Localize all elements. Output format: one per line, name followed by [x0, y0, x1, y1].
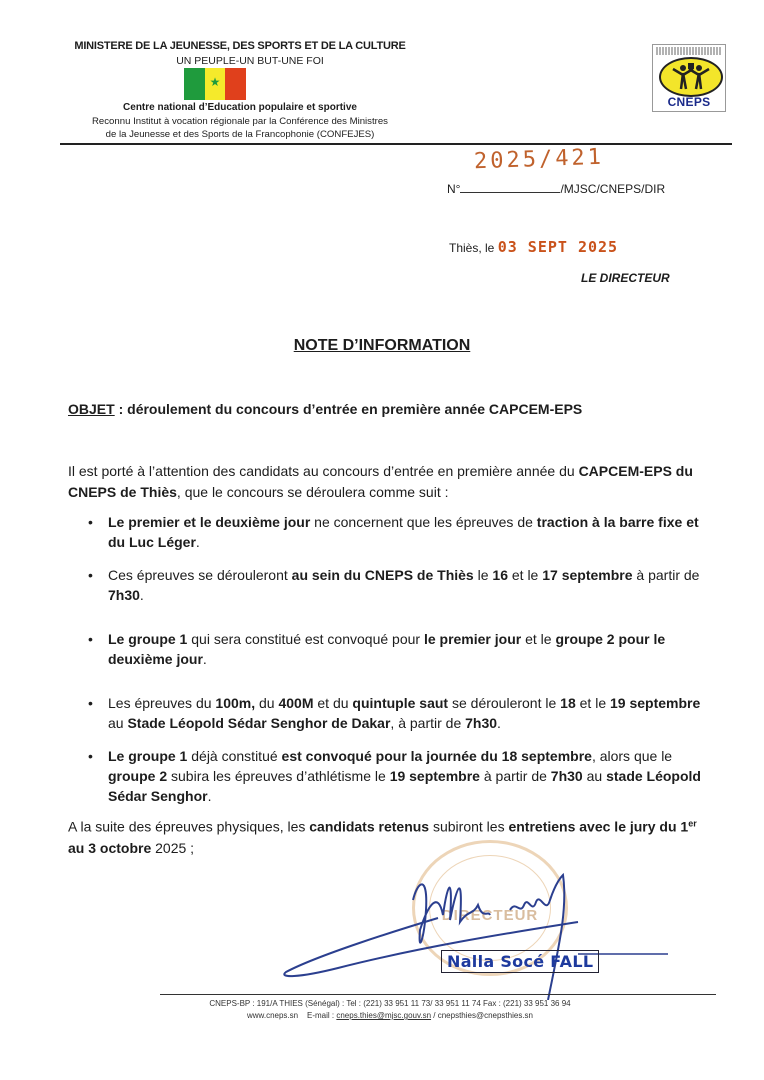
item-text: à partir de — [479, 768, 551, 784]
reference-line — [447, 182, 665, 196]
handwritten-signature — [278, 860, 668, 1000]
footer-contact — [130, 1011, 650, 1020]
intro-text-1: Il est porté à l’attention des candidats au concours d’entrée en première année du — [68, 463, 579, 479]
item-bold: Le groupe 1 — [108, 631, 188, 647]
superscript-er: er — [688, 818, 697, 828]
item-text: et le — [575, 695, 610, 711]
item-bold: Stade Léopold Sédar Senghor de Dakar — [127, 715, 391, 731]
item-text: . — [497, 715, 501, 731]
flag-yellow-stripe — [205, 68, 226, 100]
logo-caption-lines — [656, 47, 722, 55]
flag-red-stripe — [225, 68, 246, 100]
reference-blank — [460, 182, 560, 193]
item-text: et du — [313, 695, 353, 711]
item-text: à partir de — [632, 567, 700, 583]
recognition-line-2: de la Jeunesse et des Sports de la Francophonie (CONFEJES) — [105, 129, 375, 140]
footer-email-label: E-mail : — [307, 1011, 335, 1020]
list-item — [68, 629, 704, 669]
seal-title: DIRECTEUR — [441, 907, 539, 924]
footer-address: CNEPS-BP : 191/A THIES (Sénégal) : Tel : (221) 33 951 11 73/ 33 951 11 74 Fax : (221) 33 951 36 94 — [209, 999, 571, 1008]
item-bold: est convoqué pour la journée du 18 septembre — [281, 748, 592, 764]
item-text: ne concernent que les épreuves de — [310, 514, 537, 530]
cneps-logo — [652, 44, 726, 112]
item-bold: 7h30 — [465, 715, 498, 731]
document-title-text: NOTE D’INFORMATION — [293, 337, 471, 354]
item-text: Ces épreuves se dérouleront — [108, 567, 292, 583]
item-bold: 7h30 — [550, 768, 583, 784]
item-bold: groupe 2 pour le deuxième jour — [108, 631, 666, 667]
conclusion-text: A la suite des épreuves physiques, les — [68, 818, 310, 835]
senegal-flag — [184, 68, 246, 100]
subject-separator: : — [114, 401, 128, 417]
director-name-stamp: Nalla Socé FALL — [441, 950, 599, 973]
conclusion-text: subiront les — [429, 818, 509, 835]
item-text: se dérouleront le — [448, 695, 561, 711]
footer-email-separator: / — [431, 1011, 438, 1020]
item-bold: stade Léopold Sédar Senghor — [108, 768, 701, 804]
item-text: qui sera constitué est convoqué pour — [187, 631, 424, 647]
item-text: . — [202, 651, 207, 667]
place-label: Thiès, le — [449, 241, 495, 255]
intro-paragraph — [68, 461, 704, 503]
list-item — [68, 693, 704, 733]
item-text: et le — [521, 631, 556, 647]
athletes-icon — [661, 59, 721, 95]
list-item — [68, 512, 704, 552]
intro-bold-1: CAPCEM-EPS du CNEPS de Thiès — [68, 463, 693, 500]
item-bold: 18 — [560, 695, 576, 711]
item-text: Les épreuves du — [108, 695, 216, 711]
conclusion-bold: au 3 octobre — [68, 839, 152, 856]
recognition-line-1: Reconnu Institut à vocation régionale par la Conférence des Ministres — [92, 116, 388, 127]
logo-emblem — [659, 57, 723, 97]
centre-name: Centre national d’Education populaire et sportive — [123, 102, 357, 113]
item-bold: au sein du CNEPS de Thiès — [291, 567, 474, 583]
conclusion-text: 2025 ; — [151, 839, 195, 856]
item-bold: le premier jour — [423, 631, 522, 647]
signatory-title: LE DIRECTEUR — [581, 271, 670, 285]
reference-suffix: /MJSC/CNEPS/DIR — [560, 182, 666, 196]
item-bold: 400M — [278, 695, 314, 711]
item-bold: traction à la barre fixe et du Luc Léger — [108, 514, 699, 550]
item-text: au — [108, 715, 128, 731]
item-text: et le — [507, 567, 543, 583]
document-title — [0, 337, 764, 355]
list-item — [68, 746, 704, 806]
conclusion-paragraph — [68, 813, 704, 859]
footer-email-link-2[interactable]: cnepsthies@cnepsthies.sn — [437, 1011, 534, 1020]
item-bold: 7h30 — [108, 587, 140, 603]
place-date-line — [449, 238, 618, 256]
item-text: . — [207, 788, 212, 804]
stamped-reference-number: 2025/421 — [473, 144, 605, 175]
item-bold: groupe 2 — [108, 768, 168, 784]
item-bold: 16 — [492, 567, 508, 583]
national-motto: UN PEUPLE-UN BUT-UNE FOI — [176, 55, 324, 67]
reference-prefix: N° — [447, 182, 461, 196]
item-bold: 19 septembre — [389, 768, 480, 784]
item-text: , alors que le — [591, 748, 673, 764]
footer-divider — [160, 994, 716, 995]
item-text: . — [139, 587, 144, 603]
flag-green-stripe — [184, 68, 205, 100]
conclusion-bold: entretiens avec le jury du 1 — [508, 818, 689, 835]
subject-line — [68, 401, 582, 417]
conclusion-bold: candidats retenus — [309, 818, 430, 835]
subject-text: déroulement du concours d’entrée en première année CAPCEM-EPS — [127, 401, 583, 417]
ministry-name: MINISTERE DE LA JEUNESSE, DES SPORTS ET DE LA CULTURE — [74, 40, 406, 52]
item-text: subira les épreuves d’athlétisme le — [167, 768, 390, 784]
star-icon: ★ — [209, 75, 221, 89]
footer-website-link[interactable]: www.cneps.sn — [246, 1011, 299, 1020]
item-bold: quintuple saut — [352, 695, 449, 711]
item-text: du — [255, 695, 279, 711]
item-text: au — [582, 768, 607, 784]
item-bold: 19 septembre — [610, 695, 701, 711]
list-item — [68, 565, 704, 605]
recognition-text — [55, 115, 425, 141]
schedule-list — [68, 512, 704, 819]
header-divider — [60, 143, 732, 145]
intro-text-2: , que le concours se déroulera comme suit : — [176, 484, 449, 500]
item-bold: Le groupe 1 — [108, 748, 188, 764]
stamped-date: 03 SEPT 2025 — [497, 238, 619, 256]
item-bold: 100m, — [215, 695, 256, 711]
item-bold: Le premier et le deuxième jour — [108, 514, 311, 530]
logo-text: CNEPS — [667, 95, 711, 109]
item-bold: 17 septembre — [542, 567, 633, 583]
item-text: le — [473, 567, 493, 583]
item-text: . — [195, 534, 200, 550]
item-text: déjà constitué — [187, 748, 282, 764]
footer-email-link-1[interactable]: cneps.thies@mjsc.gouv.sn — [336, 1011, 432, 1020]
item-text: , à partir de — [390, 715, 466, 731]
subject-label: OBJET — [68, 401, 115, 417]
